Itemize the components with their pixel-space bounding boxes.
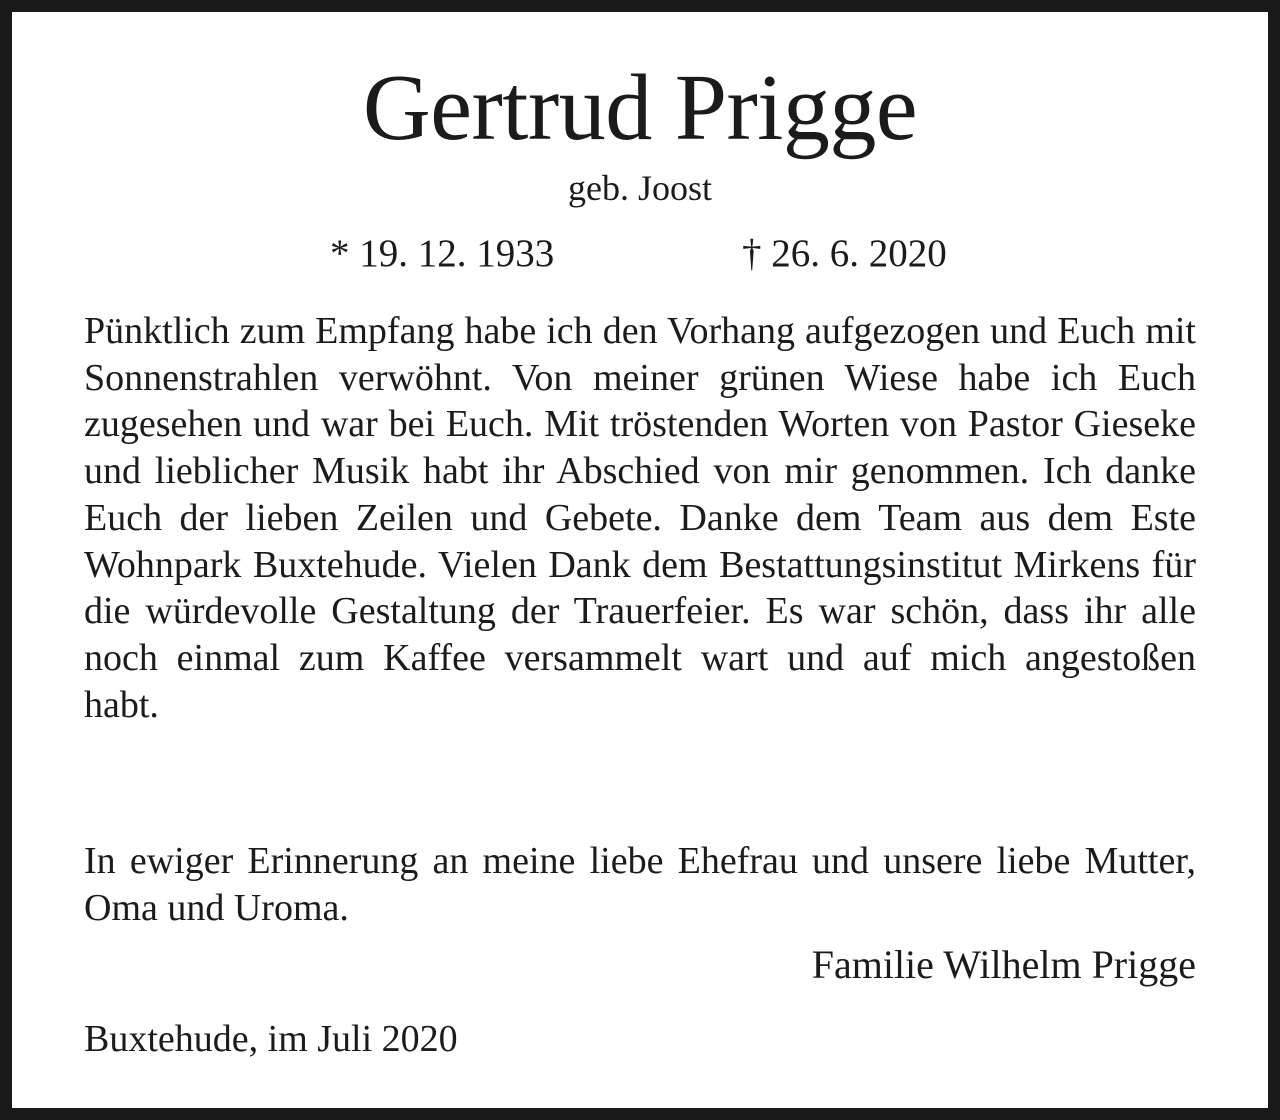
deceased-name: Gertrud Prigge (362, 56, 918, 160)
place-and-date: Buxtehude, im Juli 2020 (84, 1018, 458, 1060)
signature: Familie Wilhelm Prigge (811, 942, 1196, 987)
maiden-name: geb. Joost (568, 168, 712, 208)
main-text: Pünktlich zum Empfang habe ich den Vorhang aufgezogen und Euch mit Sonnenstrahlen verwöhnt. Von meiner grünen Wiese habe ich Euch zugesehen und war bei Euch. Mit tröstenden Worten von Pastor Gieseke und lieblicher Musik habt ihr Abschied von mir genommen. Ich danke Euch der lieben Zeilen und Gebete. Danke dem Team aus dem Este Wohnpark Buxtehude. Vielen Dank dem Bestattungsinstitut Mirkens für die würdevolle Gestaltung der Trauerfeier. Es war schön, dass ihr alle noch einmal zum Kaffee versammelt wart und auf mich angestoßen habt. (84, 310, 1196, 726)
obituary-notice (12, 12, 1268, 1108)
death-date: † 26. 6. 2020 (742, 232, 947, 275)
memorial-text: In ewiger Erinnerung an meine liebe Ehefrau und unsere liebe Mutter, Oma und Uroma. (84, 840, 1196, 929)
life-dates (12, 232, 1268, 276)
birth-date: * 19. 12. 1933 (330, 232, 555, 275)
